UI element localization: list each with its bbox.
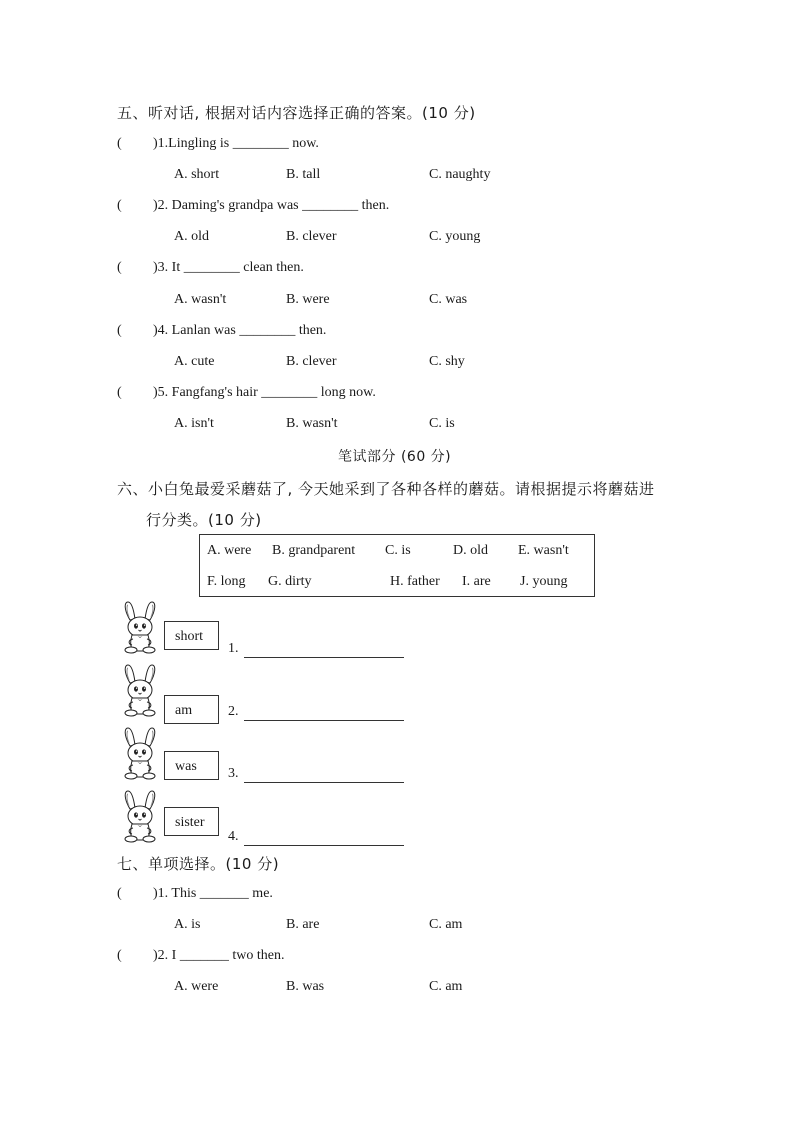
question-row: ( )1. This _______ me.	[117, 886, 273, 901]
question-row: ( )2. Daming's grandpa was ________ then.	[117, 198, 390, 213]
answer-line[interactable]	[244, 781, 404, 783]
option-b: B. clever	[286, 354, 337, 369]
question-stem: 5. Fangfang's hair ________ long now.	[157, 385, 376, 400]
option-c: C. was	[429, 292, 468, 307]
rabbit-icon	[118, 600, 162, 654]
answer-bracket[interactable]: (	[117, 323, 122, 338]
option-a: A. wasn't	[174, 292, 227, 307]
option-b: B. tall	[286, 167, 321, 182]
category-box: am	[164, 695, 219, 724]
answer-bracket[interactable]: (	[117, 260, 122, 275]
section6-heading: 六、小白兔最爱采蘑菇了, 今天她采到了各种各样的蘑菇。请根据提示将蘑菇进	[117, 480, 655, 498]
option-a: A. is	[174, 917, 201, 932]
word-bank-item: I. are	[462, 574, 491, 589]
question-stem: 4. Lanlan was ________ then.	[157, 323, 327, 338]
question-row: ( )1.Lingling is ________ now.	[117, 136, 319, 151]
answer-line[interactable]	[244, 719, 404, 721]
section5-heading: 五、听对话, 根据对话内容选择正确的答案。(10 分)	[117, 104, 476, 122]
answer-line[interactable]	[244, 656, 404, 658]
option-c: C. is	[429, 416, 455, 431]
question-stem: 1. This _______ me.	[157, 886, 273, 901]
option-a: A. were	[174, 979, 219, 994]
question-stem: 1.Lingling is ________ now.	[157, 136, 319, 151]
question-row: ( )4. Lanlan was ________ then.	[117, 323, 327, 338]
word-bank-item: B. grandparent	[272, 543, 356, 558]
word-bank-item: J. young	[520, 574, 568, 589]
answer-number: 4.	[228, 829, 239, 844]
question-row: ( )5. Fangfang's hair ________ long now.	[117, 385, 376, 400]
category-box: short	[164, 621, 219, 650]
category-box: sister	[164, 807, 219, 836]
answer-number: 1.	[228, 641, 239, 656]
rabbit-icon	[118, 789, 162, 843]
answer-bracket[interactable]: (	[117, 886, 122, 901]
word-bank	[199, 534, 595, 597]
word-bank-item: G. dirty	[268, 574, 312, 589]
option-a: A. short	[174, 167, 220, 182]
option-b: B. were	[286, 292, 330, 307]
section6-heading-cont: 行分类。(10 分)	[146, 511, 262, 529]
rabbit-icon	[118, 726, 162, 780]
question-stem: 2. Daming's grandpa was ________ then.	[157, 198, 390, 213]
option-b: B. are	[286, 917, 320, 932]
option-c: C. am	[429, 917, 463, 932]
option-a: A. cute	[174, 354, 215, 369]
answer-number: 3.	[228, 766, 239, 781]
option-a: A. old	[174, 229, 209, 244]
option-a: A. isn't	[174, 416, 214, 431]
answer-number: 2.	[228, 704, 239, 719]
section7-heading: 七、单项选择。(10 分)	[117, 855, 280, 873]
option-b: B. was	[286, 979, 325, 994]
word-bank-item: E. wasn't	[518, 543, 569, 558]
option-c: C. young	[429, 229, 481, 244]
answer-bracket[interactable]: (	[117, 948, 122, 963]
word-bank-item: C. is	[385, 543, 411, 558]
answer-line[interactable]	[244, 844, 404, 846]
word-bank-item: A. were	[207, 543, 252, 558]
option-b: B. clever	[286, 229, 337, 244]
answer-bracket[interactable]: (	[117, 198, 122, 213]
word-bank-item: H. father	[390, 574, 440, 589]
rabbit-icon	[118, 663, 162, 717]
question-row: ( )2. I _______ two then.	[117, 948, 285, 963]
question-stem: 3. It ________ clean then.	[157, 260, 304, 275]
word-bank-item: D. old	[453, 543, 488, 558]
written-part-title: 笔试部分 (60 分)	[338, 449, 452, 465]
category-box: was	[164, 751, 219, 780]
word-bank-item: F. long	[207, 574, 246, 589]
answer-bracket[interactable]: (	[117, 136, 122, 151]
question-stem: 2. I _______ two then.	[157, 948, 285, 963]
option-b: B. wasn't	[286, 416, 338, 431]
option-c: C. am	[429, 979, 463, 994]
answer-bracket[interactable]: (	[117, 385, 122, 400]
option-c: C. naughty	[429, 167, 491, 182]
option-c: C. shy	[429, 354, 465, 369]
question-row: ( )3. It ________ clean then.	[117, 260, 304, 275]
